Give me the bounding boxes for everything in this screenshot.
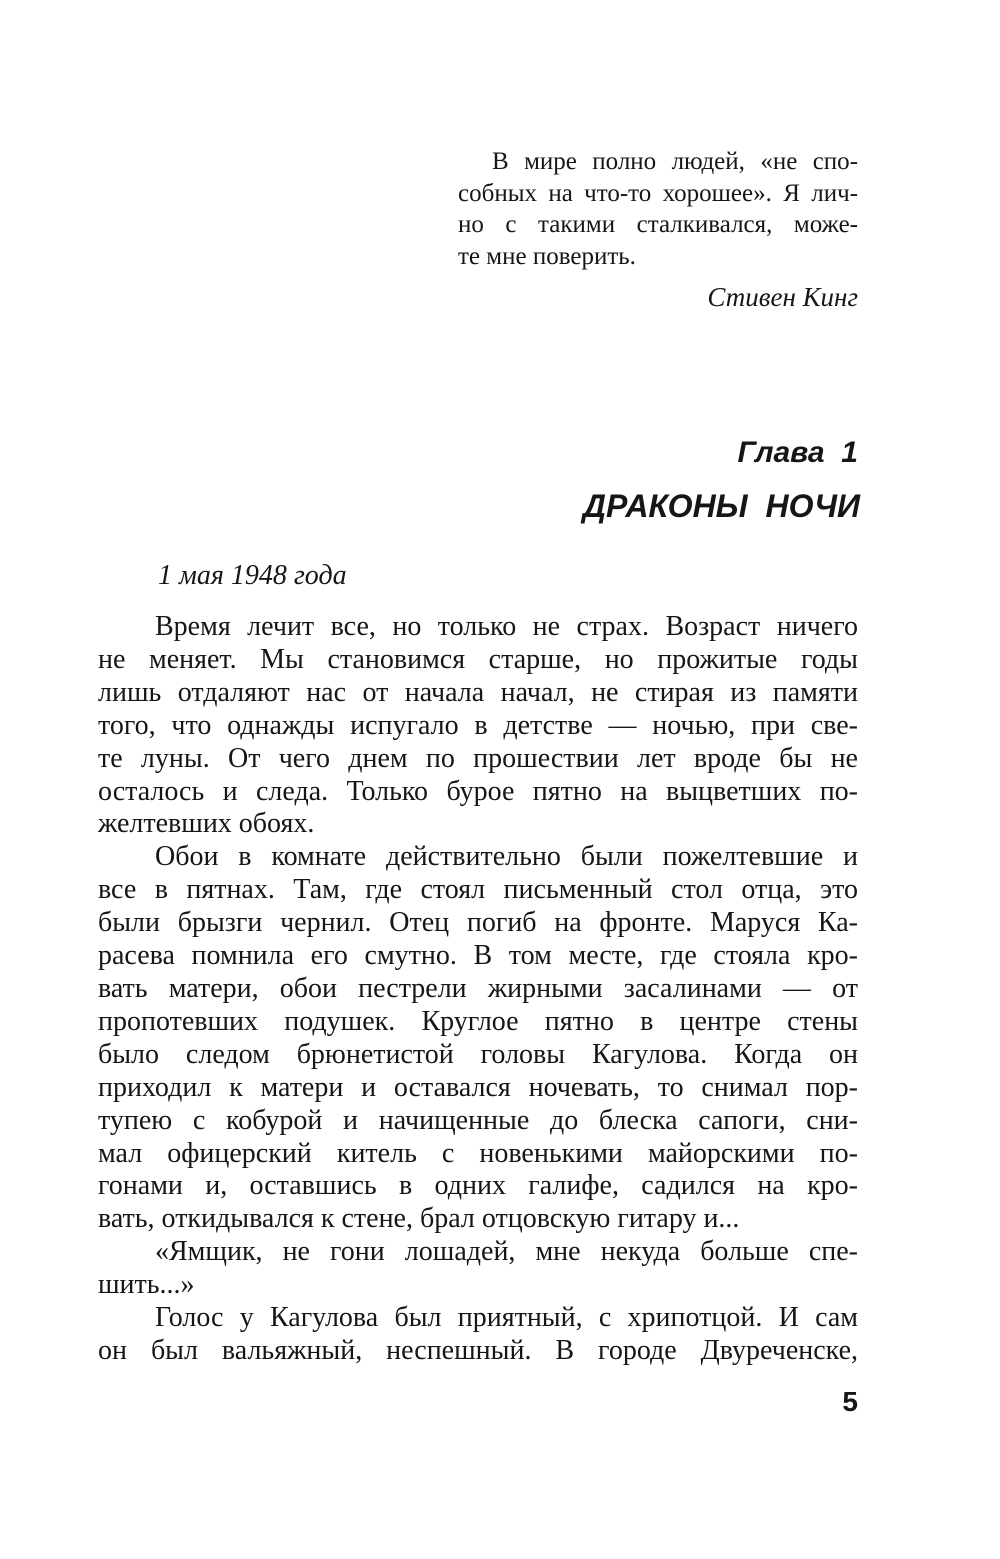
body-text: [98, 611, 858, 1368]
text-line: вать, откидывался к стене, брал отцовскую гитару и...: [98, 1203, 740, 1235]
text-line: тупею с кобурой и начищенные до блеска сапоги, сни-: [98, 1104, 858, 1136]
text-line: желтевших обоях.: [98, 808, 315, 840]
body-paragraph: [98, 611, 858, 841]
text-line: было следом брюнетистой головы Кагулова. Когда он: [98, 1038, 858, 1070]
text-line: гонами и, оставшись в одних галифе, садился на кро-: [98, 1170, 858, 1202]
text-line: шить...»: [98, 1269, 195, 1301]
epigraph-quote: [458, 146, 858, 272]
chapter-label: Глава 1: [737, 436, 858, 469]
body-paragraph: [98, 1302, 858, 1368]
body-paragraph: [98, 1236, 858, 1302]
body-paragraph: [98, 841, 858, 1236]
text-line: расева помнила его смутно. В том месте, где стояла кро-: [98, 940, 858, 972]
text-line: Голос у Кагулова был приятный, с хрипотцой. И сам: [155, 1302, 858, 1334]
date-line: 1 мая 1948 года: [158, 560, 347, 591]
text-line: того, что однажды испугало в детстве — ночью, при све-: [98, 709, 858, 741]
epigraph-line: В мире полно людей, «не спо-: [492, 148, 858, 175]
epigraph-attribution: Стивен Кинг: [707, 282, 858, 313]
epigraph: [458, 146, 858, 313]
text-line: приходил к матери и оставался ночевать, то снимал пор-: [98, 1071, 858, 1103]
text-line: лишь отдаляют нас от начала начал, не стирая из памяти: [98, 676, 858, 708]
text-line: те луны. От чего днем по прошествии лет вроде бы не: [98, 742, 858, 774]
text-line: все в пятнах. Там, где стоял письменный стол отца, это: [98, 874, 858, 906]
text-line: не меняет. Мы становимся старше, но прожитые годы: [98, 643, 858, 675]
text-line: вать матери, обои пестрели жирными засалинами — от: [98, 972, 858, 1004]
text-line: были брызги чернил. Отец погиб на фронте. Маруся Ка-: [98, 907, 858, 939]
text-line: мал офицерский китель с новенькими майорскими по-: [98, 1137, 858, 1169]
text-line: осталось и следа. Только бурое пятно на выцветших по-: [98, 775, 858, 807]
page-number: 5: [842, 1386, 858, 1417]
epigraph-line: собных на что-то хорошее». Я лич-: [458, 179, 858, 207]
chapter-title: ДРАКОНЫ НОЧИ: [582, 488, 860, 524]
epigraph-line: но с такими сталкивался, може-: [458, 211, 858, 239]
text-line: пропотевших подушек. Круглое пятно в центре стены: [98, 1005, 858, 1037]
text-line: «Ямщик, не гони лошадей, мне некуда больше спе-: [155, 1236, 858, 1268]
text-line: Обои в комнате действительно были пожелтевшие и: [155, 841, 858, 873]
text-line: Время лечит все, но только не страх. Возраст ничего: [155, 611, 858, 642]
epigraph-line: те мне поверить.: [458, 242, 636, 270]
text-line: он был вальяжный, неспешный. В городе Двуреченске,: [98, 1334, 858, 1366]
